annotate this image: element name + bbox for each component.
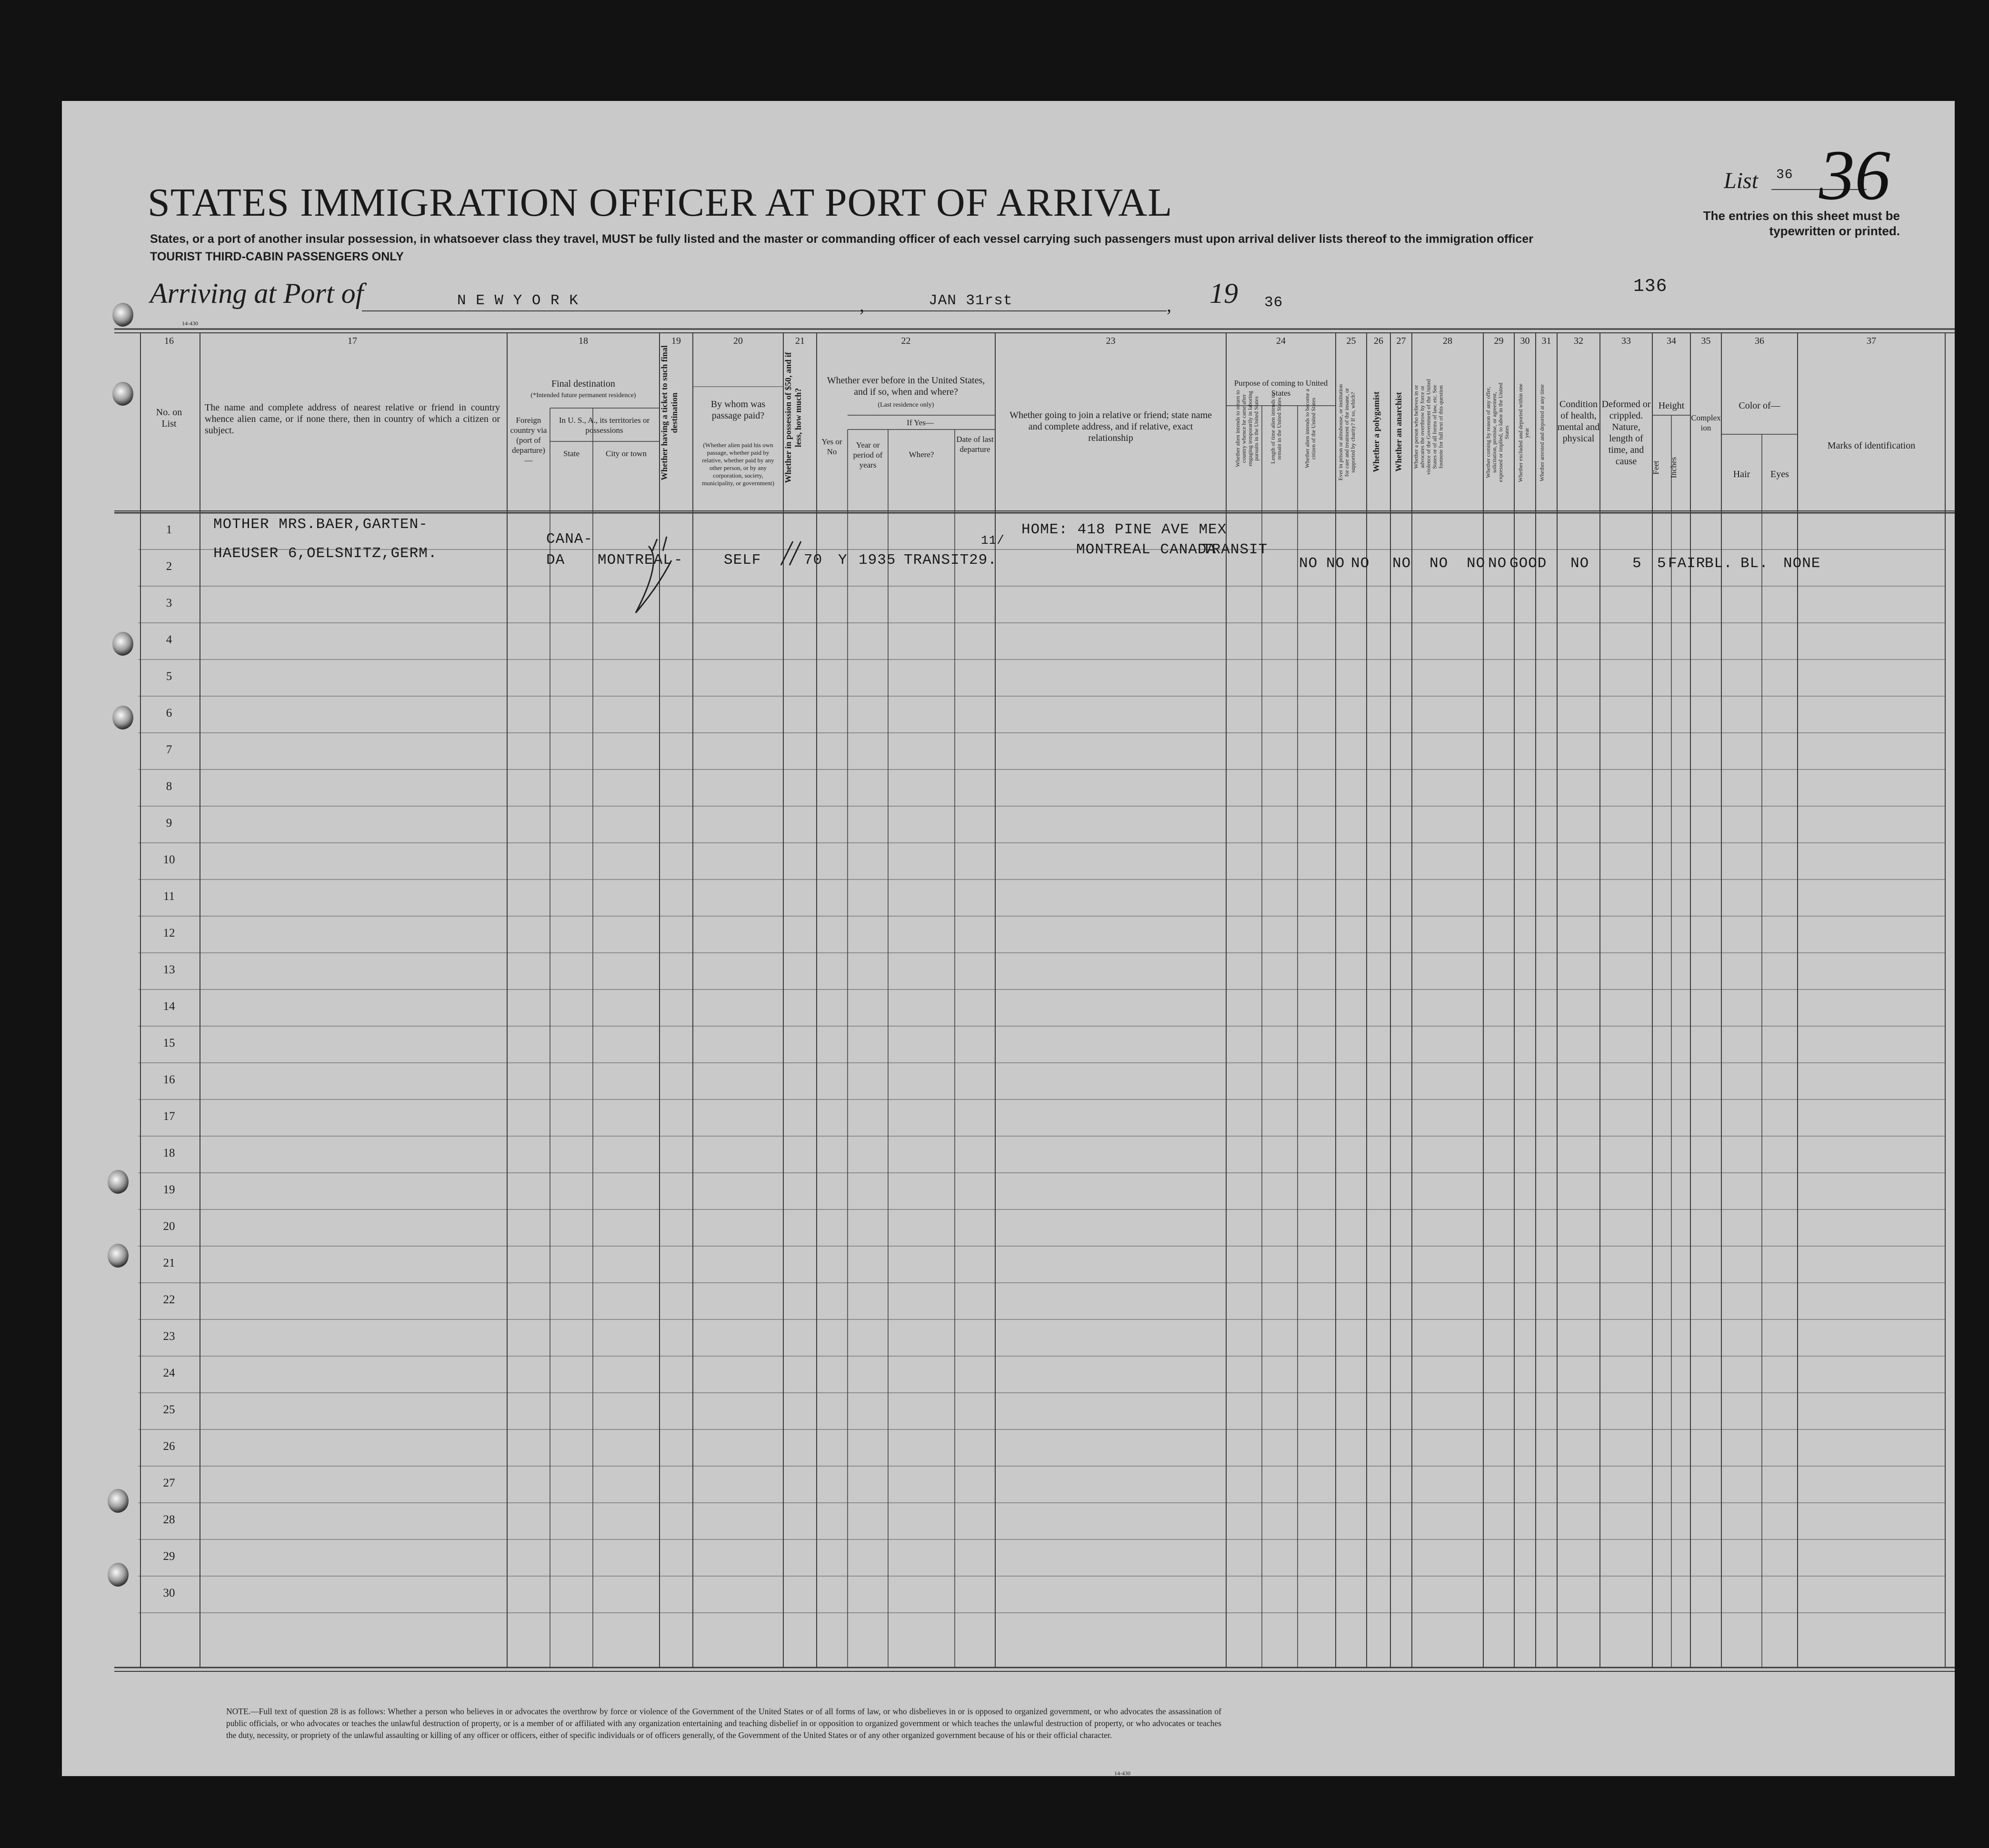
entries-note: The entries on this sheet must be typewritten or printed. bbox=[1703, 209, 1900, 238]
comma-separator: , bbox=[1167, 294, 1171, 316]
col-31-number: 31 bbox=[1541, 336, 1551, 346]
row-number: 1 bbox=[166, 523, 172, 536]
entry-feet: 5 bbox=[1632, 555, 1642, 572]
col-17-header: The name and complete address of nearest relative or friend in country whence alien came, or if none there, then in country of which a citizen or subject. bbox=[205, 402, 500, 436]
entry-departure-mark: 11/ bbox=[981, 533, 1005, 548]
col-35-header: Complexion bbox=[1691, 413, 1721, 432]
col-22-departure-header: Date of last departure bbox=[956, 435, 994, 454]
col-22-yes-no-header: Yes or No bbox=[821, 437, 842, 456]
col-34-feet-header: Feet bbox=[1651, 460, 1660, 475]
col-18-foreign-header: Foreign country via (port of departure)— bbox=[510, 416, 547, 465]
entry-eyes: BL. bbox=[1740, 555, 1769, 572]
row-number: 11 bbox=[163, 890, 175, 903]
col-35-number: 35 bbox=[1701, 336, 1711, 346]
entry-ticket: - bbox=[674, 552, 683, 569]
col-34-inches-header: Inches bbox=[1669, 457, 1678, 479]
col-19-header: Whether having a ticket to such final destination bbox=[660, 345, 679, 480]
col-36-eyes-header: Eyes bbox=[1770, 469, 1789, 479]
col-18-subheader: (*Intended future permanent residence) bbox=[530, 392, 636, 399]
col-25-number: 25 bbox=[1346, 336, 1356, 346]
entry-departure: 29. bbox=[969, 552, 997, 569]
row-number: 6 bbox=[166, 707, 172, 719]
row-number: 30 bbox=[163, 1587, 175, 1599]
row-number: 21 bbox=[163, 1257, 175, 1269]
row-number: 2 bbox=[166, 560, 172, 573]
row-number: 5 bbox=[166, 670, 172, 683]
row-number: 16 bbox=[163, 1073, 175, 1086]
sheet-number: 136 bbox=[1633, 276, 1668, 297]
row-number: 12 bbox=[163, 927, 175, 939]
col-37-header: Marks of identification bbox=[1827, 440, 1916, 451]
col-21-number: 21 bbox=[795, 336, 805, 346]
row-number: 29 bbox=[163, 1550, 175, 1563]
row-number: 10 bbox=[163, 853, 175, 866]
passenger-class-line: TOURIST THIRD-CABIN PASSENGERS ONLY bbox=[150, 250, 404, 263]
col-20-number: 20 bbox=[733, 336, 743, 346]
col-23-number: 23 bbox=[1106, 336, 1116, 346]
year-prefix: 19 bbox=[1209, 278, 1238, 309]
col-24-sub2: Length of time alien intends to remain in the United States bbox=[1269, 393, 1282, 464]
entry-relative-line1: MOTHER MRS.BAER,GARTEN- bbox=[213, 516, 428, 533]
entry-been-before: Y bbox=[838, 552, 848, 569]
entry-marks: NONE bbox=[1783, 555, 1821, 572]
footnote-form-code: 14-430 bbox=[1114, 1770, 1130, 1777]
entry-where: TRANSIT bbox=[904, 552, 970, 569]
comma-separator: , bbox=[860, 294, 864, 316]
entry-hair: BL. bbox=[1705, 555, 1733, 572]
arrival-date: JAN 31rst bbox=[929, 292, 1013, 309]
col-34-number: 34 bbox=[1667, 336, 1676, 346]
row-number: 23 bbox=[163, 1330, 175, 1343]
col-18-city-header: City or town bbox=[606, 449, 647, 458]
entry-excluded: NO bbox=[1467, 555, 1486, 572]
col-27-header: Whether an anarchist bbox=[1394, 392, 1403, 472]
row-number: 20 bbox=[163, 1220, 175, 1233]
form-title: STATES IMMIGRATION OFFICER AT PORT OF ARRIVAL bbox=[148, 180, 1173, 225]
row-number: 8 bbox=[166, 780, 172, 793]
col-34-header: Height bbox=[1658, 400, 1685, 411]
col-36-header: Color of— bbox=[1739, 400, 1780, 411]
entry-city: MONTREAL bbox=[598, 552, 672, 569]
row-number: 28 bbox=[163, 1513, 175, 1526]
col-22-header: Whether ever before in the United States, and if so, when and where? bbox=[827, 375, 985, 397]
col-28-header: Whether a person who believes in or advocates the overthrow by force or violence of the Government of the United States or of all forms of law, etc. See footnote for full text of this question bbox=[1412, 379, 1444, 475]
col-28-number: 28 bbox=[1443, 336, 1452, 346]
entry-prison: NO bbox=[1299, 555, 1318, 572]
row-number: 17 bbox=[163, 1110, 175, 1123]
row-number: 24 bbox=[163, 1367, 175, 1379]
col-30-header: Whether excluded and deported within one year bbox=[1517, 383, 1530, 482]
col-23-header: Whether going to join a relative or friend; state name and complete address, and if relative, exact relationship bbox=[1009, 410, 1212, 443]
col-18-number: 18 bbox=[579, 336, 588, 346]
handwritten-marks bbox=[62, 101, 1955, 1776]
list-handwritten-number: 36 bbox=[1819, 136, 1890, 215]
row-number: 27 bbox=[163, 1477, 175, 1489]
row-number: 13 bbox=[163, 963, 175, 976]
col-24-number: 24 bbox=[1276, 336, 1286, 346]
col-33-header: Deformed or crippled. Nature, length of time, and cause bbox=[1601, 399, 1651, 467]
col-18-usa-header: In U. S., A., its territories or possessions bbox=[559, 416, 650, 435]
row-number: 3 bbox=[166, 597, 172, 609]
col-24-header: Purpose of coming to United States bbox=[1234, 379, 1328, 398]
entry-deformed: NO bbox=[1570, 555, 1589, 572]
year-suffix: 36 bbox=[1264, 294, 1283, 311]
col-17-number: 17 bbox=[348, 336, 357, 346]
col-32-header: Condition of health, mental and physical bbox=[1557, 399, 1600, 444]
port-value: N E W Y O R K bbox=[457, 292, 579, 309]
col-22-number: 22 bbox=[901, 336, 911, 346]
arriving-label: Arriving at Port of bbox=[150, 278, 364, 309]
col-26-number: 26 bbox=[1374, 336, 1383, 346]
list-label: List bbox=[1724, 168, 1759, 193]
row-number: 22 bbox=[163, 1293, 175, 1306]
col-33-number: 33 bbox=[1621, 336, 1631, 346]
col-18-state-header: State bbox=[563, 449, 580, 458]
col-30-number: 30 bbox=[1520, 336, 1530, 346]
col-29-number: 29 bbox=[1494, 336, 1504, 346]
col-22-subheader: (Last residence only) bbox=[878, 401, 934, 409]
list-typed-number: 36 bbox=[1776, 168, 1793, 182]
row-number: 9 bbox=[166, 817, 172, 829]
entry-inches: 5 bbox=[1657, 555, 1667, 572]
form-code-top: 14-430 bbox=[182, 320, 198, 327]
row-number: 19 bbox=[163, 1183, 175, 1196]
entry-year: 1935 bbox=[859, 552, 896, 569]
entry-polygamist: NO bbox=[1326, 555, 1345, 572]
row-number: 15 bbox=[163, 1037, 175, 1049]
col-18-header: Final destination bbox=[551, 379, 615, 389]
col-26-header: Whether a polygamist bbox=[1371, 391, 1381, 472]
col-27-number: 27 bbox=[1396, 336, 1406, 346]
col-16-number: 16 bbox=[164, 336, 174, 346]
entry-state-line1: CANA- bbox=[546, 531, 593, 548]
col-25-header: Ever in prison or almshouse, or institution for care and treatment of the insane, or supported by charity? If so, which? bbox=[1337, 384, 1356, 481]
row-number: 14 bbox=[163, 1000, 175, 1013]
col-36-hair-header: Hair bbox=[1733, 469, 1750, 479]
row-number: 18 bbox=[163, 1147, 175, 1159]
entry-complexion: FAIR bbox=[1668, 555, 1706, 572]
entry-health: GOOD bbox=[1509, 555, 1547, 572]
col-19-number: 19 bbox=[671, 336, 681, 346]
row-number: 25 bbox=[163, 1403, 175, 1416]
row-number: 26 bbox=[163, 1440, 175, 1453]
col-20-subheader: (Whether alien paid his own passage, whether paid by relative, whether paid by any other person, or by any corporation, society, municipality, or government) bbox=[702, 441, 774, 487]
col-36-number: 36 bbox=[1755, 336, 1764, 346]
col-29-header: Whether coming by reason of any offer, solicitation, promise, or agreement, expressed or implied, to labor in the United States bbox=[1485, 382, 1510, 482]
col-37-number: 37 bbox=[1867, 336, 1876, 346]
entry-overthrow: NO bbox=[1392, 555, 1411, 572]
col-32-number: 32 bbox=[1574, 336, 1583, 346]
entry-paid-by: SELF bbox=[724, 552, 761, 569]
entry-money: 70 bbox=[804, 552, 823, 569]
entry-anarchist: NO bbox=[1351, 555, 1370, 572]
entry-join-line2: MONTREAL CANADA bbox=[1076, 541, 1217, 558]
entry-purpose: TRANSIT bbox=[1202, 541, 1268, 558]
entry-relative-line2: HAEUSER 6,OELSNITZ,GERM. bbox=[213, 545, 438, 562]
col-24-sub3: Whether alien intends to become a citizen of the United States bbox=[1304, 389, 1317, 469]
col-22-period-header: Year or period of years bbox=[853, 440, 883, 469]
row-number: 7 bbox=[166, 743, 172, 756]
col-22-if-yes: If Yes— bbox=[907, 418, 934, 427]
manifest-table bbox=[62, 101, 1955, 1776]
col-22-where-header: Where? bbox=[909, 450, 934, 459]
footnote-question-28: NOTE.—Full text of question 28 is as follows: Whether a person who believes in or advocates the overthrow by force or violence of the Government of the United States or of all forms of law, or who disbelieves in or is opposed to organized government, or who advocates the assassination of public officials, or who advocates or teaches the unlawful destruction of property, or is a member of or affiliated with any organization entertaining and teaching disbelief in or opposition to organized government or which teaches the unlawful destruction of property, or who advocates or teaches the duty, necessity, or propriety of the unlawful assaulting or killing of any officer or officers, either of specific individuals or of officers generally, of the Government of the United States or of any other organized government because of his or their official character. bbox=[226, 1707, 1221, 1740]
entry-join-line1: HOME: 418 PINE AVE MEX bbox=[1021, 521, 1227, 538]
entry-offer: NO bbox=[1429, 555, 1449, 572]
row-number: 4 bbox=[166, 633, 172, 646]
instructions-text: States, or a port of another insular possession, in whatsoever class they travel, MUST be fully listed and the master or commanding officer of each vessel carrying such passengers must upon arrival deliver lists thereof to the immigration officer bbox=[150, 232, 1533, 246]
col-24-sub1: Whether alien intends to return to country whence he came after engaging temporarily in laboring pursuits in the United States bbox=[1234, 390, 1259, 467]
col-21-header: Whether in possession of $50, and if less, how much? bbox=[783, 352, 803, 483]
entry-state-line2: DA bbox=[546, 552, 565, 569]
manifest-sheet bbox=[62, 101, 1955, 1776]
col-20-header: By whom was passage paid? bbox=[710, 399, 766, 421]
entry-arrested: NO bbox=[1488, 555, 1507, 572]
col-16-header: No. on List bbox=[156, 407, 182, 429]
col-31-header: Whether arrested and deported at any time bbox=[1539, 384, 1545, 481]
